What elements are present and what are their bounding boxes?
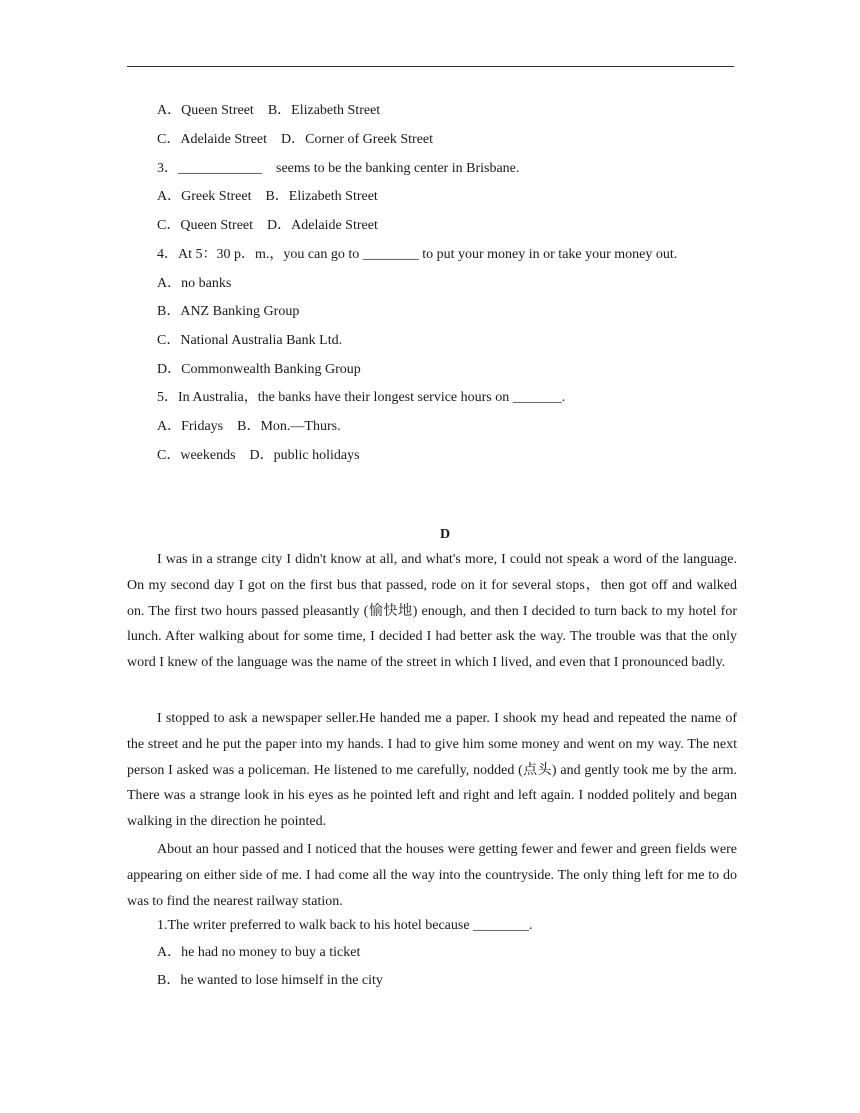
q3-option-d: D．Adelaide Street — [267, 218, 378, 233]
question-3-text: seems to be the banking center in Brisbane. — [276, 161, 520, 176]
q5-option-d: D．public holidays — [249, 448, 360, 463]
question-4: 4．At 5：30 p．m.，you can go to ________ to put your money in or take your money out. — [157, 247, 678, 262]
question-3-blank: ____________ — [178, 161, 262, 176]
q5-option-b: B．Mon.—Thurs. — [237, 419, 341, 434]
q3-option-c: C．Queen Street — [157, 218, 254, 233]
q4-option-b: B．ANZ Banking Group — [157, 304, 300, 319]
question-1: 1.The writer preferred to walk back to his hotel because ________. — [157, 918, 533, 933]
q4-option-a: A．no banks — [157, 276, 232, 291]
q2-option-d: D．Corner of Greek Street — [281, 132, 434, 147]
q5-option-c: C．weekends — [157, 448, 236, 463]
q1-option-a: A．he had no money to buy a ticket — [157, 945, 361, 960]
passage-paragraph-2: I stopped to ask a newspaper seller.He handed me a paper. I shook my head and repeated the name of the street and he put the paper into my hands. I had to give him some money and went on my way. The next person I asked was a policeman. He listened to me carefully, nodded (点头) and gently took me by the arm. There was a strange look in his eyes as he pointed left and right and left again. I nodded politely and began walking in the direction he pointed. — [127, 711, 737, 830]
section-heading: D — [439, 527, 451, 542]
q3-option-b: B．Elizabeth Street — [265, 189, 378, 204]
q2-options-row-1 — [157, 102, 380, 120]
page-header-rule — [127, 66, 734, 67]
question-5: 5．In Australia，the banks have their longest service hours on _______. — [157, 390, 566, 405]
q4-option-c: C．National Australia Bank Ltd. — [157, 333, 343, 348]
q2-option-c: C．Adelaide Street — [157, 132, 268, 147]
question-3-number: 3． — [157, 161, 178, 176]
q2-option-a: A．Queen Street — [157, 103, 254, 118]
q3-options-row-1 — [157, 188, 378, 206]
q4-option-d: D．Commonwealth Banking Group — [157, 362, 361, 377]
q5-options-row-1 — [157, 418, 341, 436]
q3-options-row-2 — [157, 217, 378, 235]
q5-option-a: A．Fridays — [157, 419, 224, 434]
q2-options-row-2 — [157, 131, 433, 149]
q5-options-row-2 — [157, 447, 360, 465]
q1-option-b: B．he wanted to lose himself in the city — [157, 973, 383, 988]
q2-option-b: B．Elizabeth Street — [267, 103, 381, 118]
q3-option-a: A．Greek Street — [157, 189, 252, 204]
passage-paragraph-1: I was in a strange city I didn't know at all, and what's more, I could not speak a word of the language. On my second day I got on the first bus that passed, rode on it for several stops，then got off and walked on. The first two hours passed pleasantly (愉快地) enough, and then I decided to turn back to my hotel for lunch. After walking about for some time, I decided I had better ask the way. The trouble was that the only word I knew of the language was the name of the street in which I lived, and even that I pronounced badly. — [127, 552, 737, 671]
passage-paragraph-3: About an hour passed and I noticed that the houses were getting fewer and fewer and green fields were appearing on either side of me. I had come all the way into the countryside. The only thing left for me to do was to find the nearest railway station. — [127, 842, 737, 909]
question-3 — [157, 160, 519, 178]
